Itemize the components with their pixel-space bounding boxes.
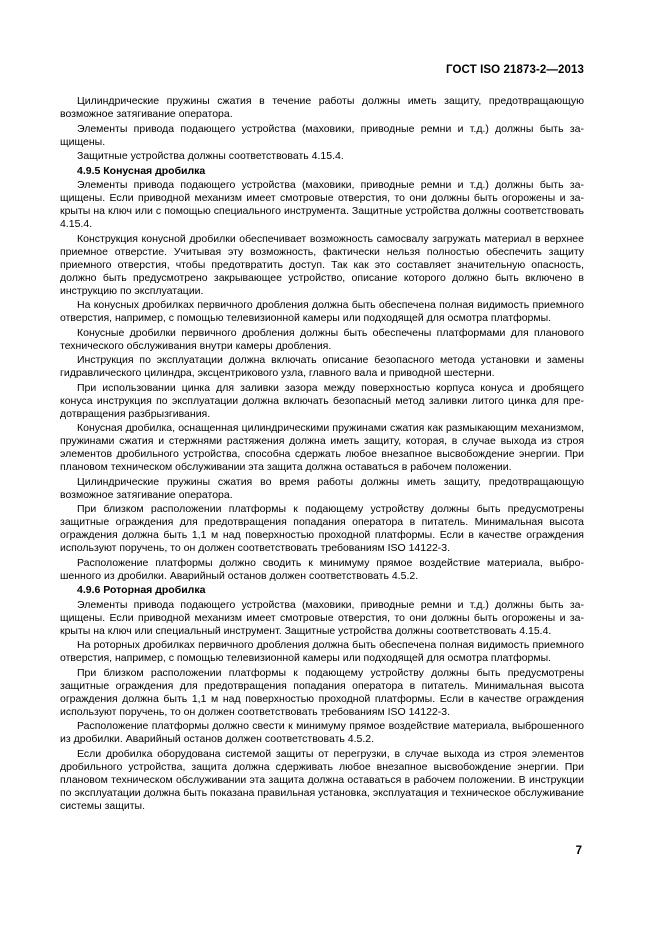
paragraph: Если дробилка оборудована системой защиты от перегрузки, в случае выхода из строя элементов дробильного устройства, защита должна сдерживать любое внезапное высвобождение энергии. При плановом техническом обслуживании эта защита должна оставаться в рабочем положении. В инструкции по эксплуатации должна быть показана правильная установка, эксплуатация и техническое обслуживание системы защиты. <box>60 747 584 812</box>
paragraph: Расположение платформы должно сводить к минимуму прямое воздействие материала, выброшенного из дробилки. Аварийный останов должен соответствовать 4.5.2. <box>60 556 584 582</box>
paragraph: При использовании цинка для заливки зазора между поверхностью корпуса конуса и дробящего конуса инструкция по эксплуатации должна включать безопасный метод заливки литого цинка для предотвращения разбрызгивания. <box>60 381 584 420</box>
paragraph: При близком расположении платформы к подающему устройству должны быть предусмотрены защитные ограждения для предотвращения попадания оператора в питатель. Минимальная высота ограждения должна быть 1,1 м над поверхностью проходной платформы. Если в качестве ограждения используют поручень, то он должен соответствовать требованиям ISO 14122-3. <box>60 666 584 718</box>
document-code-header: ГОСТ ISO 21873-2—2013 <box>446 64 584 76</box>
paragraph: Элементы привода подающего устройства (маховики, приводные ремни и т.д.) должны быть защищены. Если приводной механизм имеет смотровые отверстия, то они должны быть огорожены и закрыты на ключ или специальный инструмент. Защитные устройства должны соответствовать 4.15.4. <box>60 598 584 637</box>
paragraph: Конструкция конусной дробилки обеспечивает возможность самосвалу загружать материал в верхнее приемное отверстие. Учитывая эту возможность, фактически нельзя полностью обеспечить защиту приемного отверстия, чтобы предотвратить доступ. Так как это составляет значительную опасность, должно быть предусмотрено закрывающее устройство, описание которого должно быть включено в инструкцию по эксплуатации. <box>60 232 584 297</box>
paragraph: Элементы привода подающего устройства (маховики, приводные ремни и т.д.) должны быть защищены. <box>60 122 584 148</box>
paragraph: Цилиндрические пружины сжатия в течение работы должны иметь защиту, предотвращающую возможное затягивание оператора. <box>60 95 584 120</box>
section-heading-4-9-6: 4.9.6 Роторная дробилка <box>77 584 206 596</box>
paragraph: Цилиндрические пружины сжатия во время работы должны иметь защиту, предотвращающую возможное затягивание оператора. <box>60 475 584 501</box>
page-number: 7 <box>575 845 582 857</box>
paragraph: Защитные устройства должны соответствовать 4.15.4. <box>77 150 344 162</box>
paragraph: Расположение платформы должно свести к минимуму прямое воздействие материала, выброшенного из дробилки. Аварийный останов должен соответствовать 4.5.2. <box>60 720 584 745</box>
paragraph: Конусная дробилка, оснащенная цилиндрическими пружинами сжатия как размыкающим механизмом, пружинами сжатия и стержнями растяжения должна иметь защиту, которая, в случае выхода из строя элементов дробильного устройства, способна сдержать любое внезапное высвобождение энергии. При плановом техническом обслуживании эта защита должна оставаться в рабочем положении. <box>60 422 584 473</box>
section-heading-4-9-5: 4.9.5 Конусная дробилка <box>77 164 206 177</box>
paragraph: На роторных дробилках первичного дробления должна быть обеспечена полная видимость приемного отверстия, например, с помощью телевизионной камеры или подходящей для осмотра платформы. <box>60 639 584 664</box>
document-body <box>60 95 584 814</box>
paragraph: Элементы привода подающего устройства (маховики, приводные ремни и т.д.) должны быть защищены. Если приводной механизм имеет смотровые отверстия, то они должны быть огорожены и закрыты на ключ или с помощью специального инструмента. Защитные устройства должны соответствовать 4.15.4. <box>60 179 584 230</box>
paragraph: При близком расположении платформы к подающему устройству должны быть предусмотрены защитные ограждения для предотвращения попадания оператора в питатель. Минимальная высота ограждения должна быть 1,1 м над поверхностью проходной платформы. Если в качестве ограждения используют поручень, то он должен соответствовать требованиям ISO 14122-3. <box>60 503 584 554</box>
paragraph: Инструкция по эксплуатации должна включать описание безопасного метода установки и замены гидравлического цилиндра, эксцентрикового узла, главного вала и приводной шестерни. <box>60 354 584 379</box>
paragraph: Конусные дробилки первичного дробления должны быть обеспечены платформами для планового технического обслуживания внутри камеры дробления. <box>60 326 584 352</box>
paragraph: На конусных дробилках первичного дробления должна быть обеспечена полная видимость приемного отверстия, например, с помощью телевизионной камеры или подходящей для осмотра платформы. <box>60 299 584 324</box>
